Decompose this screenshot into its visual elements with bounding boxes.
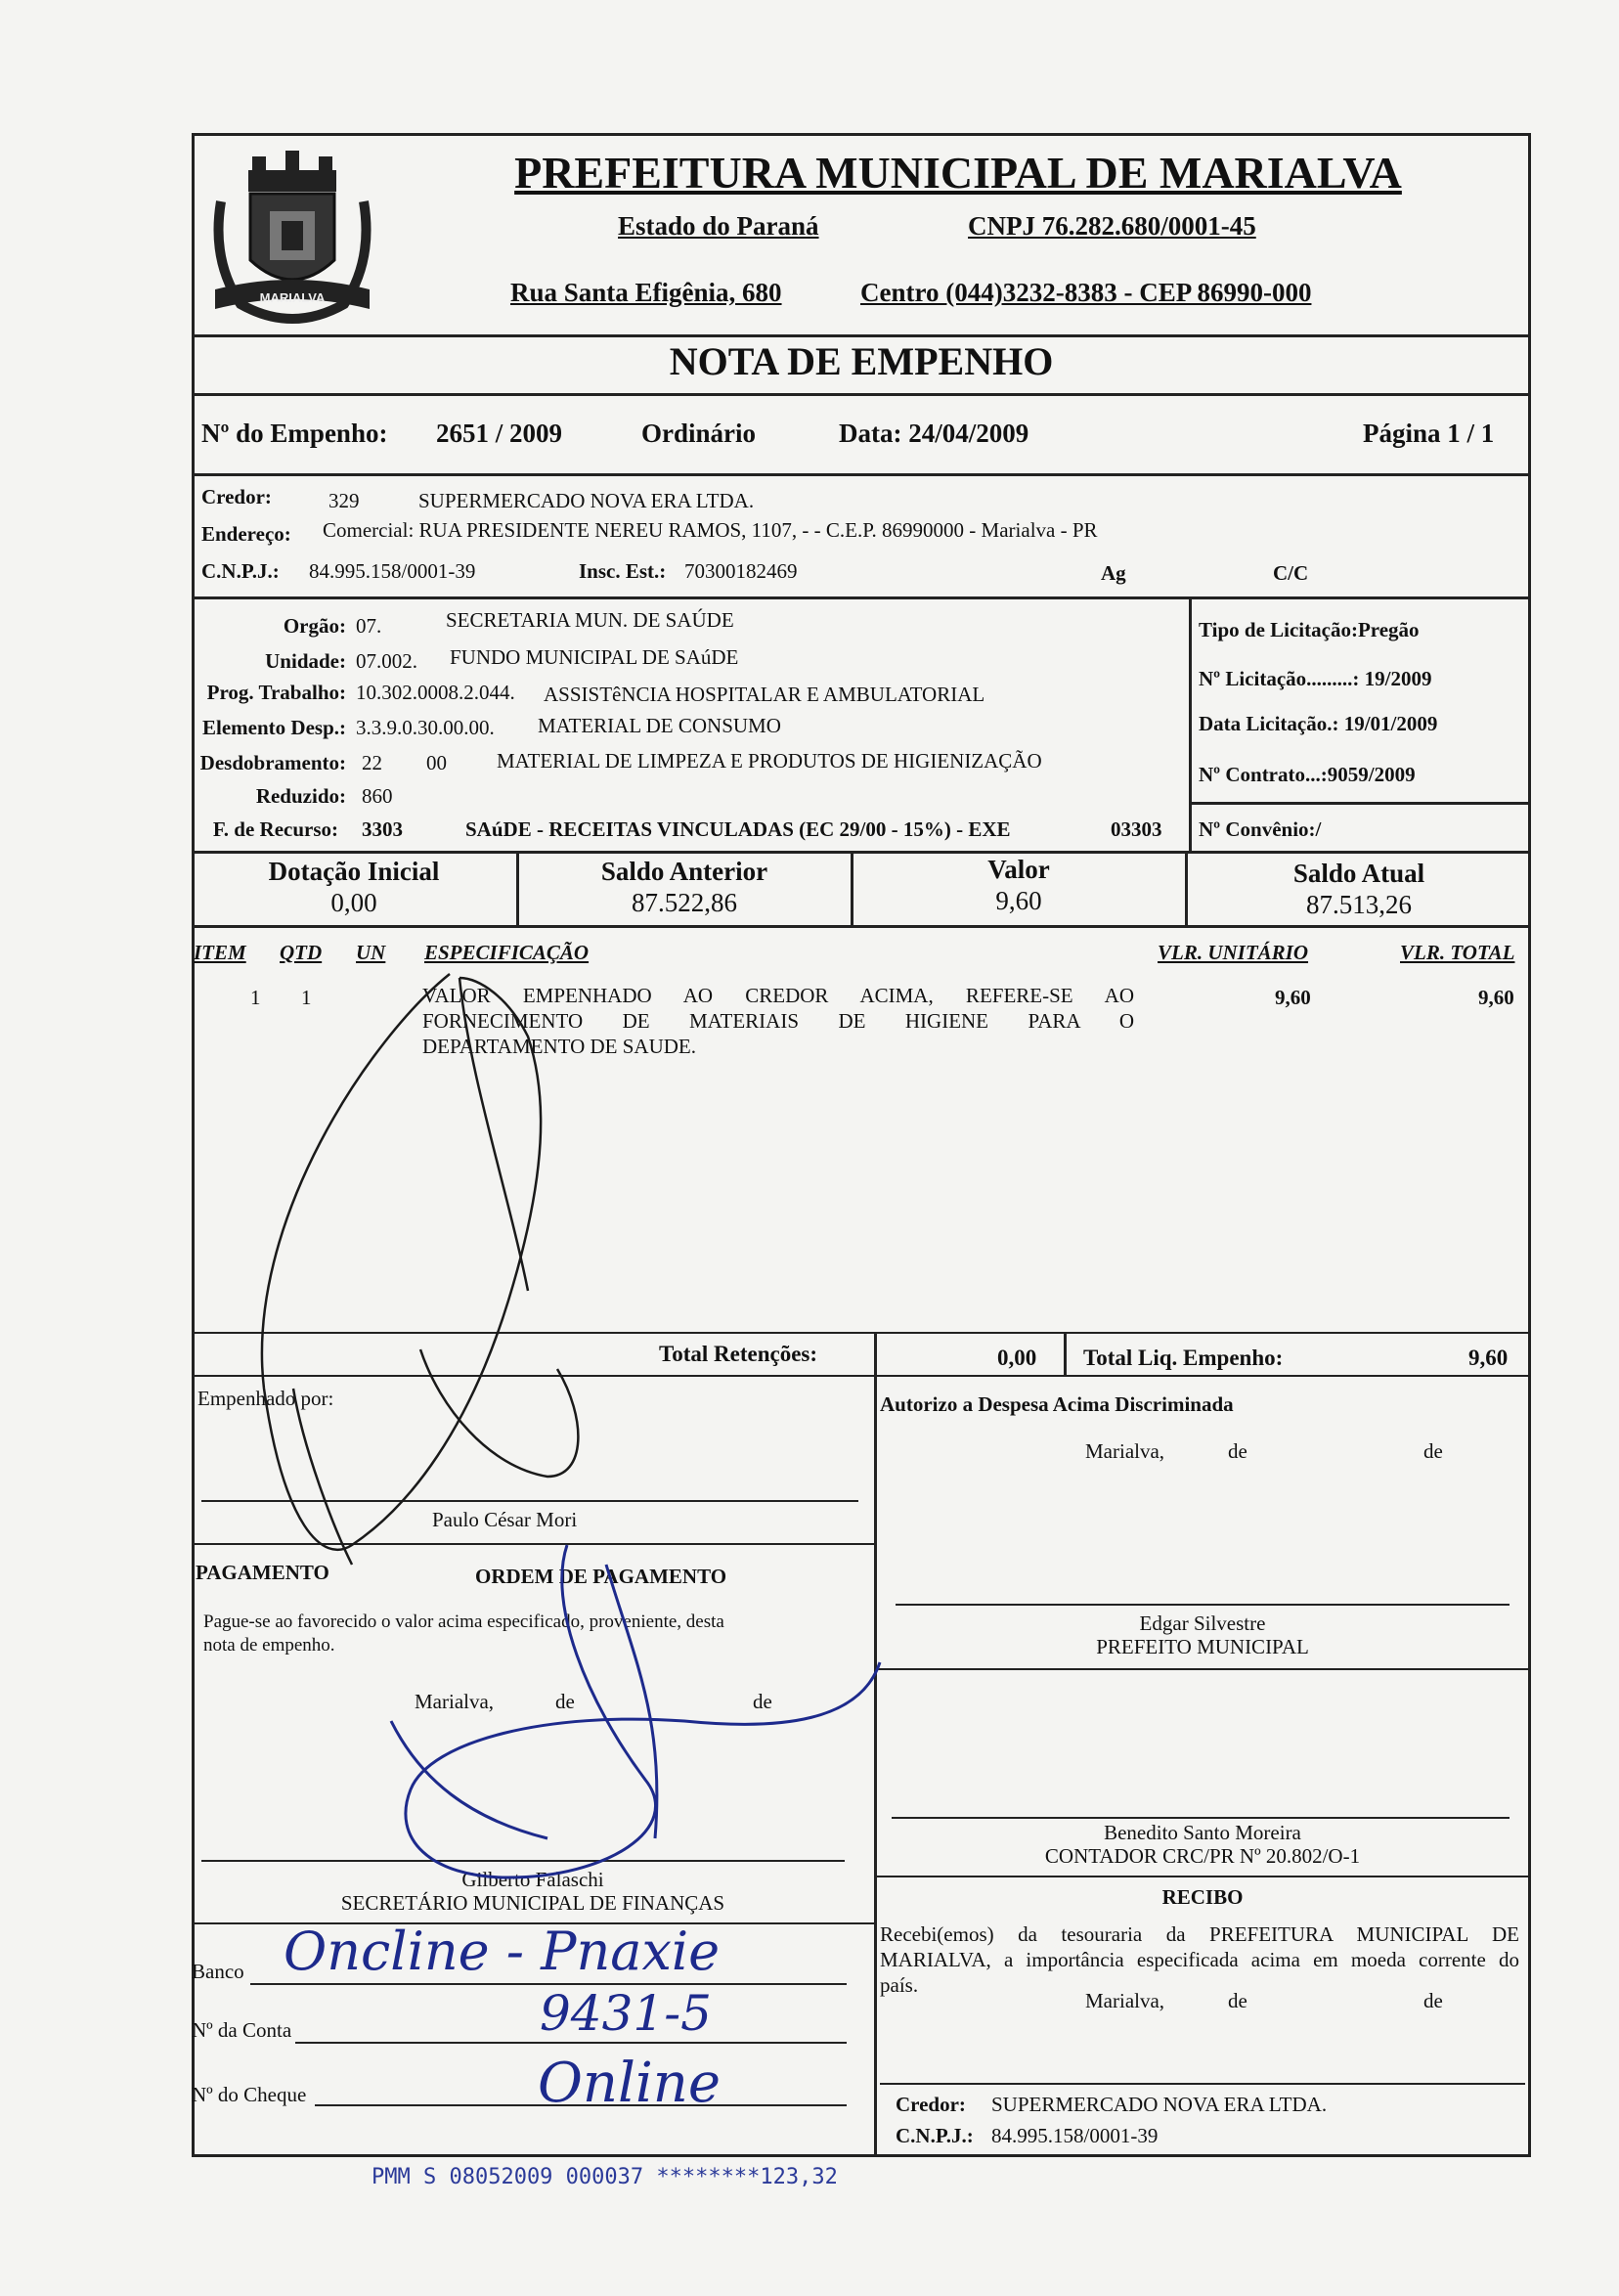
data-licitacao: Data Licitação.: 19/01/2009 [1199,712,1438,735]
recibo-texto-3: país. [880,1973,919,1997]
col-item: ITEM [194,941,246,964]
cnpj-credor-label: C.N.P.J.: [201,559,280,583]
valor-label: Valor [987,855,1050,884]
contador-nome: Benedito Santo Moreira [1104,1821,1301,1844]
svg-text:MARIALVA: MARIALVA [259,290,326,305]
endereco-value: Comercial: RUA PRESIDENTE NEREU RAMOS, 1107, - - C.E.P. 86990000 - Marialva - PR [323,518,1098,542]
prog-label: Prog. Trabalho: [206,681,346,704]
address-label: Rua Santa Efigênia, 680 [510,278,782,307]
recibo-cnpj-label: C.N.P.J.: [896,2124,974,2147]
empenhado-nome: Paulo César Mori [432,1508,578,1531]
item-vtotal: 9,60 [1478,986,1514,1009]
doc-title: NOTA DE EMPENHO [669,339,1054,383]
secretario-cargo: SECRETÁRIO MUNICIPAL DE FINANÇAS [340,1891,725,1915]
autorizo-marialva: Marialva, [1085,1439,1165,1463]
total-retencoes-label: Total Retenções: [659,1342,818,1366]
recibo-credor-label: Credor: [896,2093,966,2116]
insc-label: Insc. Est.: [579,559,667,583]
unidade-name: FUNDO MUNICIPAL DE SAúDE [450,645,739,669]
col-vunit: VLR. UNITÁRIO [1158,941,1309,964]
unidade-label: Unidade: [265,649,346,673]
num-contrato: Nº Contrato...:9059/2009 [1199,763,1416,786]
item-desc-line1: VALOR EMPENHADO AO CREDOR ACIMA, REFERE-SE AO [422,984,1134,1007]
elemento-label: Elemento Desp.: [202,716,346,739]
empenho-num-value: 2651 / 2009 [436,419,563,448]
orgao-code: 07. [356,614,382,638]
cnpj-credor-value: 84.995.158/0001-39 [309,559,476,583]
state-label: Estado do Paraná [618,211,819,241]
empenho-type: Ordinário [641,419,757,448]
saldo-anterior-label: Saldo Anterior [600,857,768,886]
desdobramento-name: MATERIAL DE LIMPEZA E PRODUTOS DE HIGIENIZAÇÃO [497,749,1042,773]
item-vunit: 9,60 [1275,986,1311,1009]
col-un: UN [356,941,386,964]
pague-texto-2: nota de empenho. [203,1635,335,1656]
elemento-name: MATERIAL DE CONSUMO [538,714,781,737]
insc-value: 70300182469 [684,559,798,583]
orgao-name: SECRETARIA MUN. DE SAÚDE [446,608,734,632]
num-convenio: Nº Convênio:/ [1199,817,1322,841]
unidade-code: 07.002. [356,649,417,673]
recurso-label: F. de Recurso: [212,817,338,841]
elemento-code: 3.3.9.0.30.00.00. [356,716,495,739]
prog-code: 10.302.0008.2.044. [356,681,515,704]
credor-name: SUPERMERCADO NOVA ERA LTDA. [418,489,755,512]
ordem-marialva: Marialva, [415,1690,495,1713]
empenhado-por-label: Empenhado por: [197,1387,334,1410]
ordem-pagamento-label: ORDEM DE PAGAMENTO [475,1565,727,1588]
cnpj-label: CNPJ 76.282.680/0001-45 [968,211,1256,241]
item-desc-line3: DEPARTAMENTO DE SAUDE. [422,1035,696,1058]
empenho-date: Data: 24/04/2009 [839,419,1029,448]
ordem-de1: de [555,1690,575,1713]
recibo-marialva: Marialva, [1085,1989,1165,2012]
item-num: 1 [250,986,261,1009]
saldo-anterior-value: 87.522,86 [632,888,737,917]
empenho-num-label: Nº do Empenho: [201,419,388,448]
recibo-texto-1: Recebi(emos) da tesouraria da PREFEITURA MUNICIPAL DE [880,1922,1519,1946]
pagamento-label: PAGAMENTO [196,1561,329,1584]
saldo-atual-label: Saldo Atual [1292,859,1425,888]
cc-label: C/C [1273,561,1309,585]
recurso-code: 3303 [362,817,403,841]
dotacao-label: Dotação Inicial [268,857,440,886]
ordem-de2: de [753,1690,772,1713]
cheque-handwritten: Online [538,2052,722,2115]
autorizo-de1: de [1228,1439,1247,1463]
conta-handwritten: 9431-5 [540,1985,712,2042]
ag-label: Ag [1101,561,1126,585]
recurso-num: 03303 [1111,817,1162,841]
recibo-texto-2: MARIALVA, a importância especificada acima em moeda corrente do [880,1948,1519,1971]
desdobramento-code: 22 [362,751,382,774]
recibo-title: RECIBO [1161,1885,1244,1909]
total-liq-value: 9,60 [1468,1346,1509,1370]
credor-label: Credor: [201,485,272,508]
valor-value: 9,60 [995,886,1042,915]
desdobramento-label: Desdobramento: [199,751,346,774]
num-licitacao: Nº Licitação.........: 19/2009 [1199,667,1432,690]
item-qtd: 1 [301,986,312,1009]
autorizo-label: Autorizo a Despesa Acima Discriminada [880,1392,1234,1416]
cheque-label: Nº do Cheque [192,2083,307,2106]
dotacao-value: 0,00 [330,888,377,917]
reduzido-code: 860 [362,784,393,808]
contador-cargo: CONTADOR CRC/PR Nº 20.802/O-1 [1044,1844,1361,1868]
credor-code: 329 [328,489,360,512]
desdobramento-sub: 00 [426,751,447,774]
endereco-label: Endereço: [201,522,291,546]
total-liq-label: Total Liq. Empenho: [1083,1346,1284,1370]
contact-label: Centro (044)3232-8383 - CEP 86990-000 [860,278,1312,307]
recurso-name: SAúDE - RECEITAS VINCULADAS (EC 29/00 - 15%) - EXE [465,817,1011,841]
prog-name: ASSISTêNCIA HOSPITALAR E AMBULATORIAL [544,683,985,706]
col-espec: ESPECIFICAÇÃO [424,941,590,964]
orgao-label: Orgão: [283,614,346,638]
recibo-de1: de [1228,1989,1247,2012]
secretario-nome: Gilberto Falaschi [461,1868,604,1891]
autorizo-de2: de [1423,1439,1443,1463]
tipo-licitacao: Tipo de Licitação:Pregão [1199,618,1420,641]
page-title: PREFEITURA MUNICIPAL DE MARIALVA [514,148,1402,198]
col-vtotal: VLR. TOTAL [1400,941,1515,964]
recibo-de2: de [1423,1989,1443,2012]
prefeito-nome: Edgar Silvestre [1139,1612,1266,1635]
saldo-atual-value: 87.513,26 [1306,890,1412,919]
banco-handwritten: Oncline - Pnaxie [284,1921,721,1982]
pague-texto-1: Pague-se ao favorecido o valor acima especificado, proveniente, desta [203,1612,724,1632]
recibo-credor-value: SUPERMERCADO NOVA ERA LTDA. [991,2093,1328,2116]
recibo-cnpj-value: 84.995.158/0001-39 [991,2124,1159,2147]
reduzido-label: Reduzido: [255,784,346,808]
col-qtd: QTD [280,941,323,964]
payment-stamp: PMM S 08052009 000037 ********123,32 [372,2165,838,2189]
conta-label: Nº da Conta [192,2018,292,2042]
item-desc-line2: FORNECIMENTO DE MATERIAIS DE HIGIENE PARA O [422,1009,1134,1033]
total-retencoes-value: 0,00 [997,1346,1037,1370]
prefeito-cargo: PREFEITO MUNICIPAL [1096,1635,1309,1658]
banco-label: Banco [192,1960,244,1983]
page-number: Página 1 / 1 [1363,419,1495,448]
